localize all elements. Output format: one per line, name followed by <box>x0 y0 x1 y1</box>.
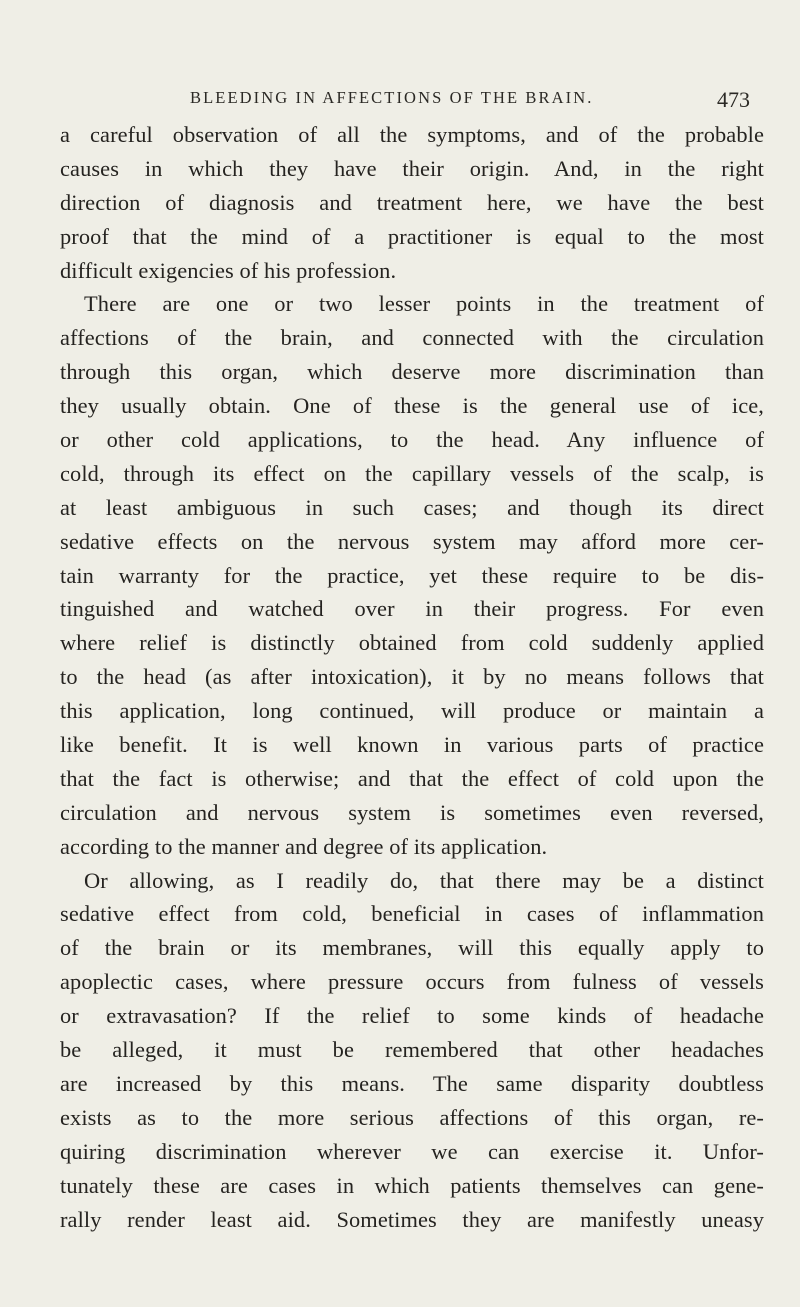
text-line: sedative effect from cold, beneficial in cases of inflammation <box>60 901 764 927</box>
text-line: exists as to the more serious affections of this organ, re- <box>60 1104 764 1130</box>
text-line: through this organ, which deserve more discrimination than <box>60 359 764 385</box>
text-line: There are one or two lesser points in the treatment of <box>84 291 764 317</box>
body-text <box>60 118 764 1236</box>
page-number: 473 <box>717 87 750 112</box>
text-line: tinguished and watched over in their progress. For even <box>60 596 764 622</box>
text-line: a careful observation of all the symptoms, and of the probable <box>60 122 764 147</box>
text-line: sedative effects on the nervous system may afford more cer- <box>60 528 764 554</box>
text-line: this application, long continued, will produce or maintain a <box>60 698 764 724</box>
text-line: or extravasation? If the relief to some kinds of headache <box>60 1003 764 1029</box>
text-line: to the head (as after intoxication), it by no means follows that <box>60 664 764 690</box>
text-line: cold, through its effect on the capillary vessels of the scalp, is <box>60 460 764 486</box>
text-line: direction of diagnosis and treatment here, we have the best <box>60 189 764 215</box>
text-line: are increased by this means. The same disparity doubtless <box>60 1070 764 1096</box>
text-line: where relief is distinctly obtained from cold suddenly applied <box>60 630 764 656</box>
text-line: affections of the brain, and connected with the circulation <box>60 325 764 351</box>
text-line: rally render least aid. Sometimes they are manifestly uneasy <box>60 1206 764 1232</box>
text-line: like benefit. It is well known in various parts of practice <box>60 732 764 758</box>
page-header <box>0 88 800 118</box>
text-line: or other cold applications, to the head. Any influence of <box>60 427 764 453</box>
text-line: circulation and nervous system is sometimes even reversed, <box>60 799 764 825</box>
text-line: causes in which they have their origin. And, in the right <box>60 155 764 181</box>
text-line: Or allowing, as I readily do, that there may be a distinct <box>84 867 764 893</box>
text-line: at least ambiguous in such cases; and though its direct <box>60 494 764 520</box>
text-line: they usually obtain. One of these is the general use of ice, <box>60 393 764 419</box>
text-line: difficult exigencies of his profession. <box>60 257 397 283</box>
text-line: according to the manner and degree of its application. <box>60 833 548 859</box>
text-line: tain warranty for the practice, yet these require to be dis- <box>60 562 764 588</box>
text-line: quiring discrimination wherever we can exercise it. Unfor- <box>60 1138 764 1164</box>
text-line: be alleged, it must be remembered that other headaches <box>60 1037 764 1063</box>
text-line: apoplectic cases, where pressure occurs from fulness of vessels <box>60 969 764 995</box>
text-line: proof that the mind of a practitioner is equal to the most <box>60 223 764 249</box>
running-title: BLEEDING IN AFFECTIONS OF THE BRAIN. <box>190 88 594 107</box>
text-line: that the fact is otherwise; and that the effect of cold upon the <box>60 765 764 791</box>
text-line: of the brain or its membranes, will this equally apply to <box>60 935 764 961</box>
text-line: tunately these are cases in which patients themselves can gene- <box>60 1172 764 1198</box>
